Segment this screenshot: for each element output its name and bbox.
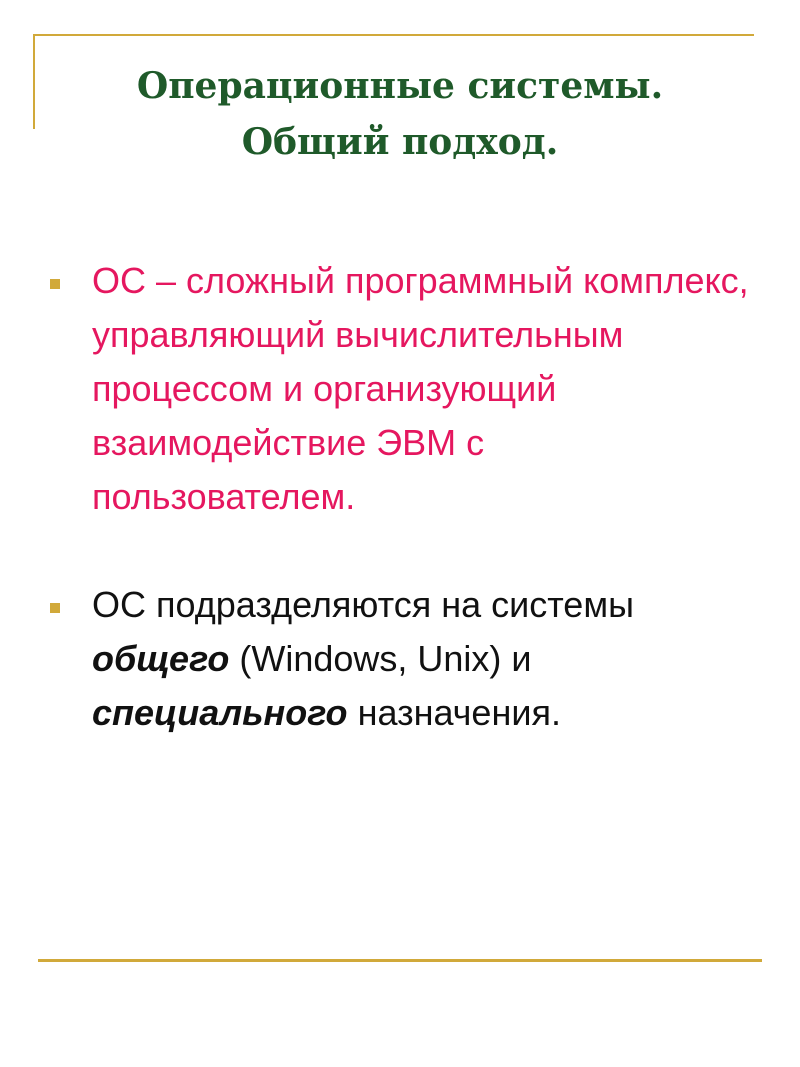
bullet-list (50, 254, 750, 740)
emphasis-general: общего (92, 638, 230, 679)
title-line-2: Общий подход. (241, 121, 559, 163)
bullet-item-classification (50, 578, 750, 740)
bullet-classification-text-1: ОС подразделяются на системы (92, 584, 634, 625)
left-border-line (33, 34, 35, 129)
bullet-definition-text: ОС – сложный программный комплекс, управляющий вычислительным процессом и организующий взаимодействие ЭВМ с пользователем. (92, 260, 749, 517)
title-line-1: Операционные системы. (136, 65, 664, 107)
bullet-classification-text-2: (Windows, Unix) и (229, 638, 532, 679)
emphasis-special: специального (92, 692, 348, 733)
top-border-line (33, 34, 754, 36)
bullet-classification-text-3: назначения. (347, 692, 561, 733)
bullet-marker-icon (50, 603, 60, 613)
slide-title (60, 58, 740, 170)
bullet-marker-icon (50, 279, 60, 289)
bottom-border-line (38, 959, 762, 962)
bullet-item-definition (50, 254, 750, 524)
